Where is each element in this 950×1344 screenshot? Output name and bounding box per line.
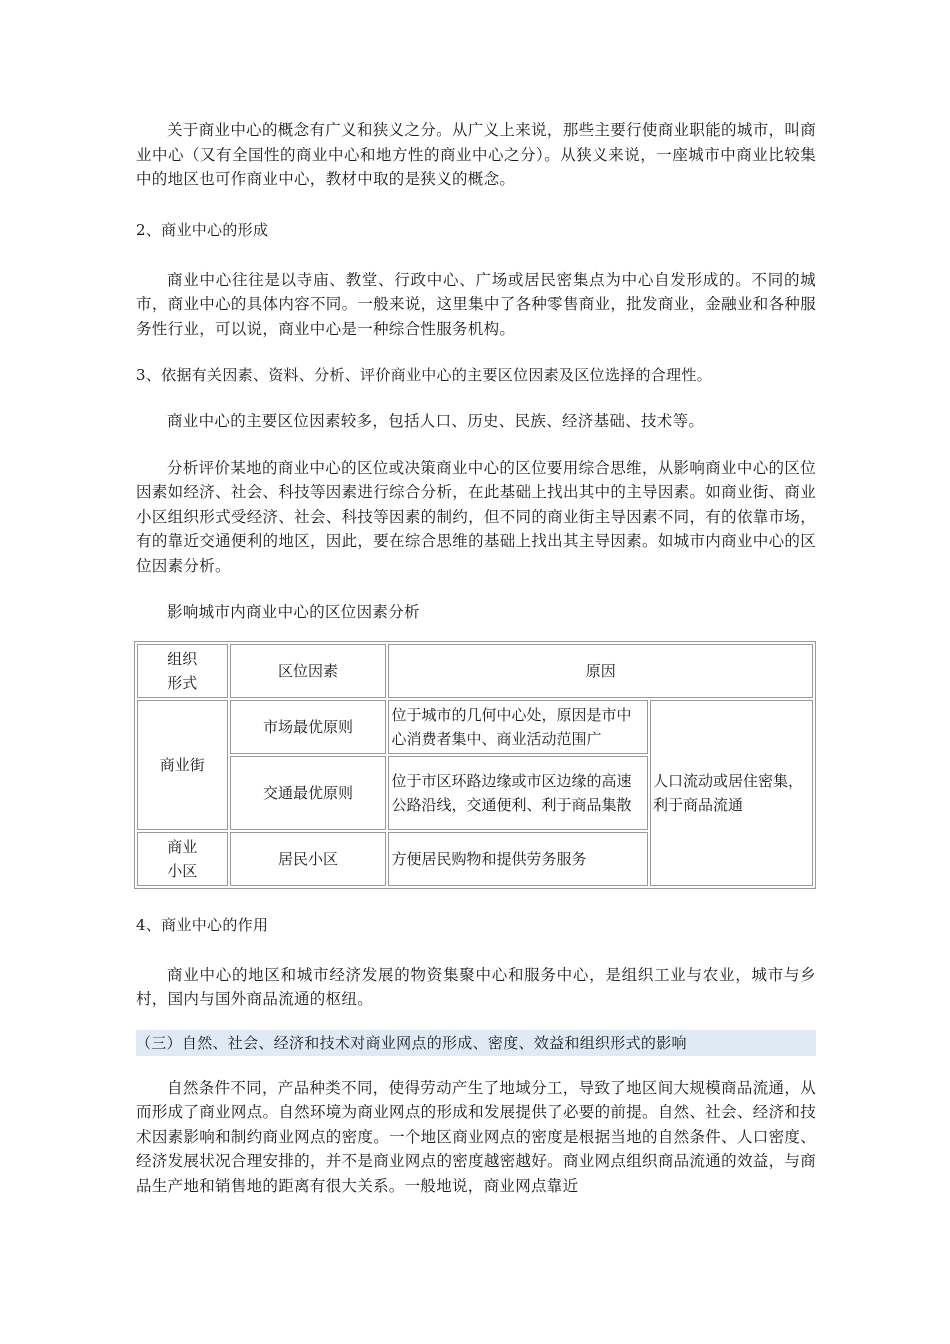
heading-role: 4、商业中心的作用 — [136, 915, 269, 934]
district-label-line1: 商业 — [167, 837, 198, 856]
row3-reason: 方便居民购物和提供劳务服务 — [388, 832, 648, 886]
paragraph-intro: 关于商业中心的概念有广义和狭义之分。从广义上来说，那些主要行使商业职能的城市，叫商业中心（又有全国性的商业中心和地方性的商业中心之分）。从狭义来说，一座城市中商业比较集中的地区也可作商业中心，教材中取的是狭义的概念。 — [136, 121, 816, 188]
row2-reason: 位于市区环路边缘或市区边缘的高速公路沿线，交通便利、利于商品集散 — [388, 756, 648, 830]
header-org-line2: 形式 — [167, 673, 198, 692]
header-factor: 区位因素 — [230, 644, 387, 698]
table-header-row — [137, 644, 813, 698]
heading-formation: 2、商业中心的形成 — [136, 220, 269, 239]
paragraph-role: 商业中心的地区和城市经济发展的物资集聚中心和服务中心，是组织工业与农业，城市与乡村，国内与国外商品流通的枢纽。 — [136, 965, 816, 1008]
paragraph-network: 自然条件不同，产品种类不同，使得劳动产生了地域分工，导致了地区间大规模商品流通，从而形成了商业网点。自然环境为商业网点的形成和发展提供了必要的前提。自然、社会、经济和技术因素影响和制约商业网点的密度。一个地区商业网点的密度是根据当地的自然条件、人口密度、经济发展状况合理安排的，并不是商业网点的密度越密越好。商业网点组织商品流通的效益，与商品生产地和销售地的距离有很大关系。一般地说，商业网点靠近 — [136, 1078, 816, 1195]
section-title-bar — [136, 1030, 816, 1056]
district-label — [137, 832, 228, 886]
table-row — [137, 700, 813, 754]
shared-reason: 人口流动或居住密集，利于商品流通 — [650, 700, 813, 886]
header-reason: 原因 — [388, 644, 813, 698]
table-caption: 影响城市内商业中心的区位因素分析 — [167, 603, 420, 621]
street-label: 商业街 — [137, 700, 228, 830]
document-page — [136, 118, 816, 1198]
row1-factor: 市场最优原则 — [230, 700, 387, 754]
header-org-line1: 组织 — [167, 649, 198, 668]
row3-factor: 居民小区 — [230, 832, 387, 886]
location-factor-table — [134, 641, 816, 889]
header-org-form — [137, 644, 228, 698]
paragraph-factors: 商业中心的主要区位因素较多，包括人口、历史、民族、经济基础、技术等。 — [167, 412, 705, 430]
row1-reason: 位于城市的几何中心处，原因是市中心消费者集中、商业活动范围广 — [388, 700, 648, 754]
paragraph-analysis: 分析评价某地的商业中心的区位或决策商业中心的区位要用综合思维，从影响商业中心的区位因素如经济、社会、科技等因素进行综合分析，在此基础上找出其中的主导因素。如商业街、商业小区组织形式受经济、社会、科技等因素的制约，但不同的商业街主导因素不同，有的依靠市场，有的靠近交通便利的地区，因此，要在综合思维的基础上找出其主导因素。如城市内商业中心的区位因素分析。 — [136, 458, 816, 575]
heading-location-factors: 3、依据有关因素、资料、分析、评价商业中心的主要区位因素及区位选择的合理性。 — [136, 366, 712, 384]
paragraph-formation: 商业中心往往是以寺庙、教堂、行政中心、广场或居民密集点为中心自发形成的。不同的城市，商业中心的具体内容不同。一般来说，这里集中了各种零售商业，批发商业，金融业和各种服务性行业，可以说，商业中心是一种综合性服务机构。 — [136, 270, 816, 338]
row2-factor: 交通最优原则 — [230, 756, 387, 830]
section-title: （三）自然、社会、经济和技术对商业网点的形成、密度、效益和组织形式的影响 — [136, 1033, 687, 1052]
district-label-line2: 小区 — [167, 861, 198, 880]
